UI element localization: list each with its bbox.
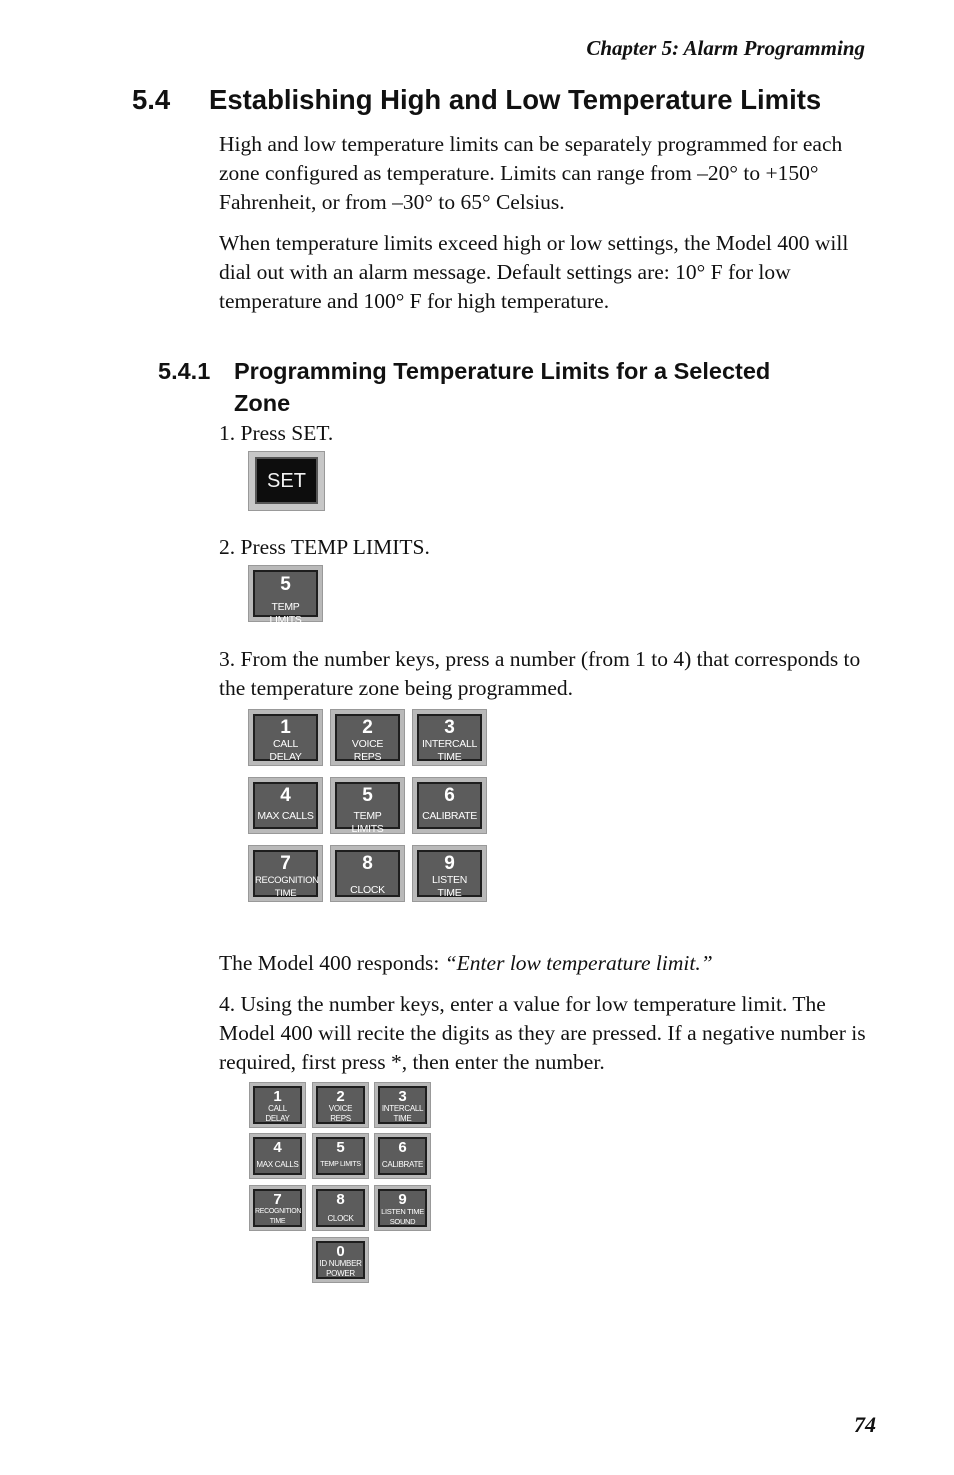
intro-paragraph-2: When temperature limits exceed high or low settings, the Model 400 will dial out with an alarm message. Default settings are: 10° F for low temperature and 100° F for high temperature. [219,231,849,313]
small-key-0[interactable] [312,1237,369,1283]
key-9[interactable] [412,845,487,912]
key-6[interactable] [412,777,487,834]
page-number: 74 [854,1412,876,1437]
key-1-label-2: DELAY [269,751,302,763]
small-key-5-digit: 5 [336,1139,345,1156]
small-key-8[interactable] [312,1185,369,1231]
small-key-1-label-2: DELAY [265,1114,290,1123]
small-key-4-digit: 4 [273,1139,282,1156]
key-3[interactable] [412,709,487,766]
small-key-2[interactable] [312,1082,369,1128]
key-5[interactable] [330,777,405,834]
section-heading [132,84,821,116]
key-1[interactable] [248,709,323,766]
model-response-quote: “Enter low temperature limit.” [444,951,713,975]
key-9-label-1: LISTEN TIME [432,874,467,899]
small-key-2-label-2: REPS [330,1114,351,1123]
key-2-digit: 2 [362,717,373,738]
small-key-7-digit: 7 [273,1191,282,1208]
key-7[interactable] [248,845,323,902]
small-key-4-label: MAX CALLS [256,1160,299,1169]
temp-limits-key[interactable] [248,565,323,626]
step-1: 1. Press SET. [219,421,334,445]
small-key-2-label-1: VOICE [328,1104,353,1113]
key-6-digit: 6 [444,785,455,806]
small-key-9-digit: 9 [398,1191,407,1208]
subsection-number: 5.4.1 [158,358,211,384]
key-8-digit: 8 [362,853,373,874]
key-4-digit: 4 [280,785,291,806]
small-key-5-label: TEMP LIMITS [320,1161,361,1168]
small-key-3-digit: 3 [398,1088,407,1105]
small-key-6-label: CALIBRATE [381,1160,424,1169]
intro-paragraph-1: High and low temperature limits can be separately programmed for each zone configured as temperature. Limits can range from –20° to +150° Fahrenheit, or from –30° to 65° Celsius. [219,132,843,214]
small-key-3-label-2: TIME [393,1114,412,1123]
key-7-label-2: TIME [274,888,297,899]
small-key-1[interactable] [249,1082,306,1128]
key-2-label-1: VOICE [351,738,384,750]
small-key-9[interactable] [374,1185,431,1231]
small-key-2-digit: 2 [336,1088,345,1105]
temp-limits-key-label: TEMP LIMITS [269,601,302,626]
small-key-9-label-2: SOUND [389,1217,416,1226]
subsection-heading [158,355,858,419]
set-key[interactable] [248,451,325,511]
small-key-3-label-1: INTERCALL [381,1104,424,1113]
model-response-prefix: The Model 400 responds: [219,951,445,975]
small-key-8-digit: 8 [336,1191,345,1208]
step-4: 4. Using the number keys, enter a value for low temperature limit. The Model 400 will recite the digits as they are pressed. If a negative number is required, first press *, then enter the number. [219,992,866,1074]
section-title: Establishing High and Low Temperature Limits [209,84,822,115]
key-3-label-2: TIME [437,751,462,763]
section-number: 5.4 [132,84,171,115]
key-3-label-1: INTERCALL [421,738,478,750]
key-5-label: TEMP LIMITS [351,810,384,835]
small-key-9-label-1: LISTEN TIME [381,1207,424,1216]
subsection-title-line1: Programming Temperature Limits for a Selected [234,358,771,384]
key-4[interactable] [248,777,323,834]
chapter-header: Chapter 5: Alarm Programming [586,36,865,60]
step-3: 3. From the number keys, press a number (from 1 to 4) that corresponds to the temperature zone being programmed. [219,647,861,700]
small-key-1-digit: 1 [273,1088,282,1105]
step-2: 2. Press TEMP LIMITS. [219,535,430,559]
key-6-label: CALIBRATE [422,810,477,822]
temp-limits-key-digit: 5 [280,574,291,595]
key-7-digit: 7 [280,853,291,874]
key-2-label-2: REPS [353,751,382,763]
small-key-7-label-2: TIME [269,1218,286,1225]
small-key-0-label-1: ID NUMBER [319,1259,362,1268]
key-3-digit: 3 [444,717,455,738]
set-key-label: SET [255,457,318,504]
small-key-5[interactable] [312,1133,369,1179]
small-key-3[interactable] [374,1082,431,1128]
small-key-6-digit: 6 [398,1139,407,1156]
key-2[interactable] [330,709,405,766]
small-key-4[interactable] [249,1133,306,1179]
small-key-7-label-1: RECOGNITION [255,1208,302,1215]
small-key-7[interactable] [249,1185,306,1231]
small-key-1-label-1: CALL [268,1104,287,1113]
key-9-label-2: SOUND [431,900,468,912]
key-1-digit: 1 [280,717,291,738]
key-1-label-1: CALL [272,738,299,750]
key-5-digit: 5 [362,785,373,806]
key-4-label: MAX CALLS [257,810,314,822]
key-7-label-1: RECOGNITION [255,875,319,886]
small-key-6[interactable] [374,1133,431,1179]
model-response [219,949,871,978]
small-key-0-label-2: POWER [326,1269,355,1278]
small-key-0-digit: 0 [336,1243,345,1260]
key-8-label: CLOCK [350,884,385,896]
subsection-title-line2: Zone [234,390,291,416]
key-8[interactable] [330,845,405,902]
key-9-digit: 9 [444,853,455,874]
small-key-8-label: CLOCK [327,1214,354,1223]
